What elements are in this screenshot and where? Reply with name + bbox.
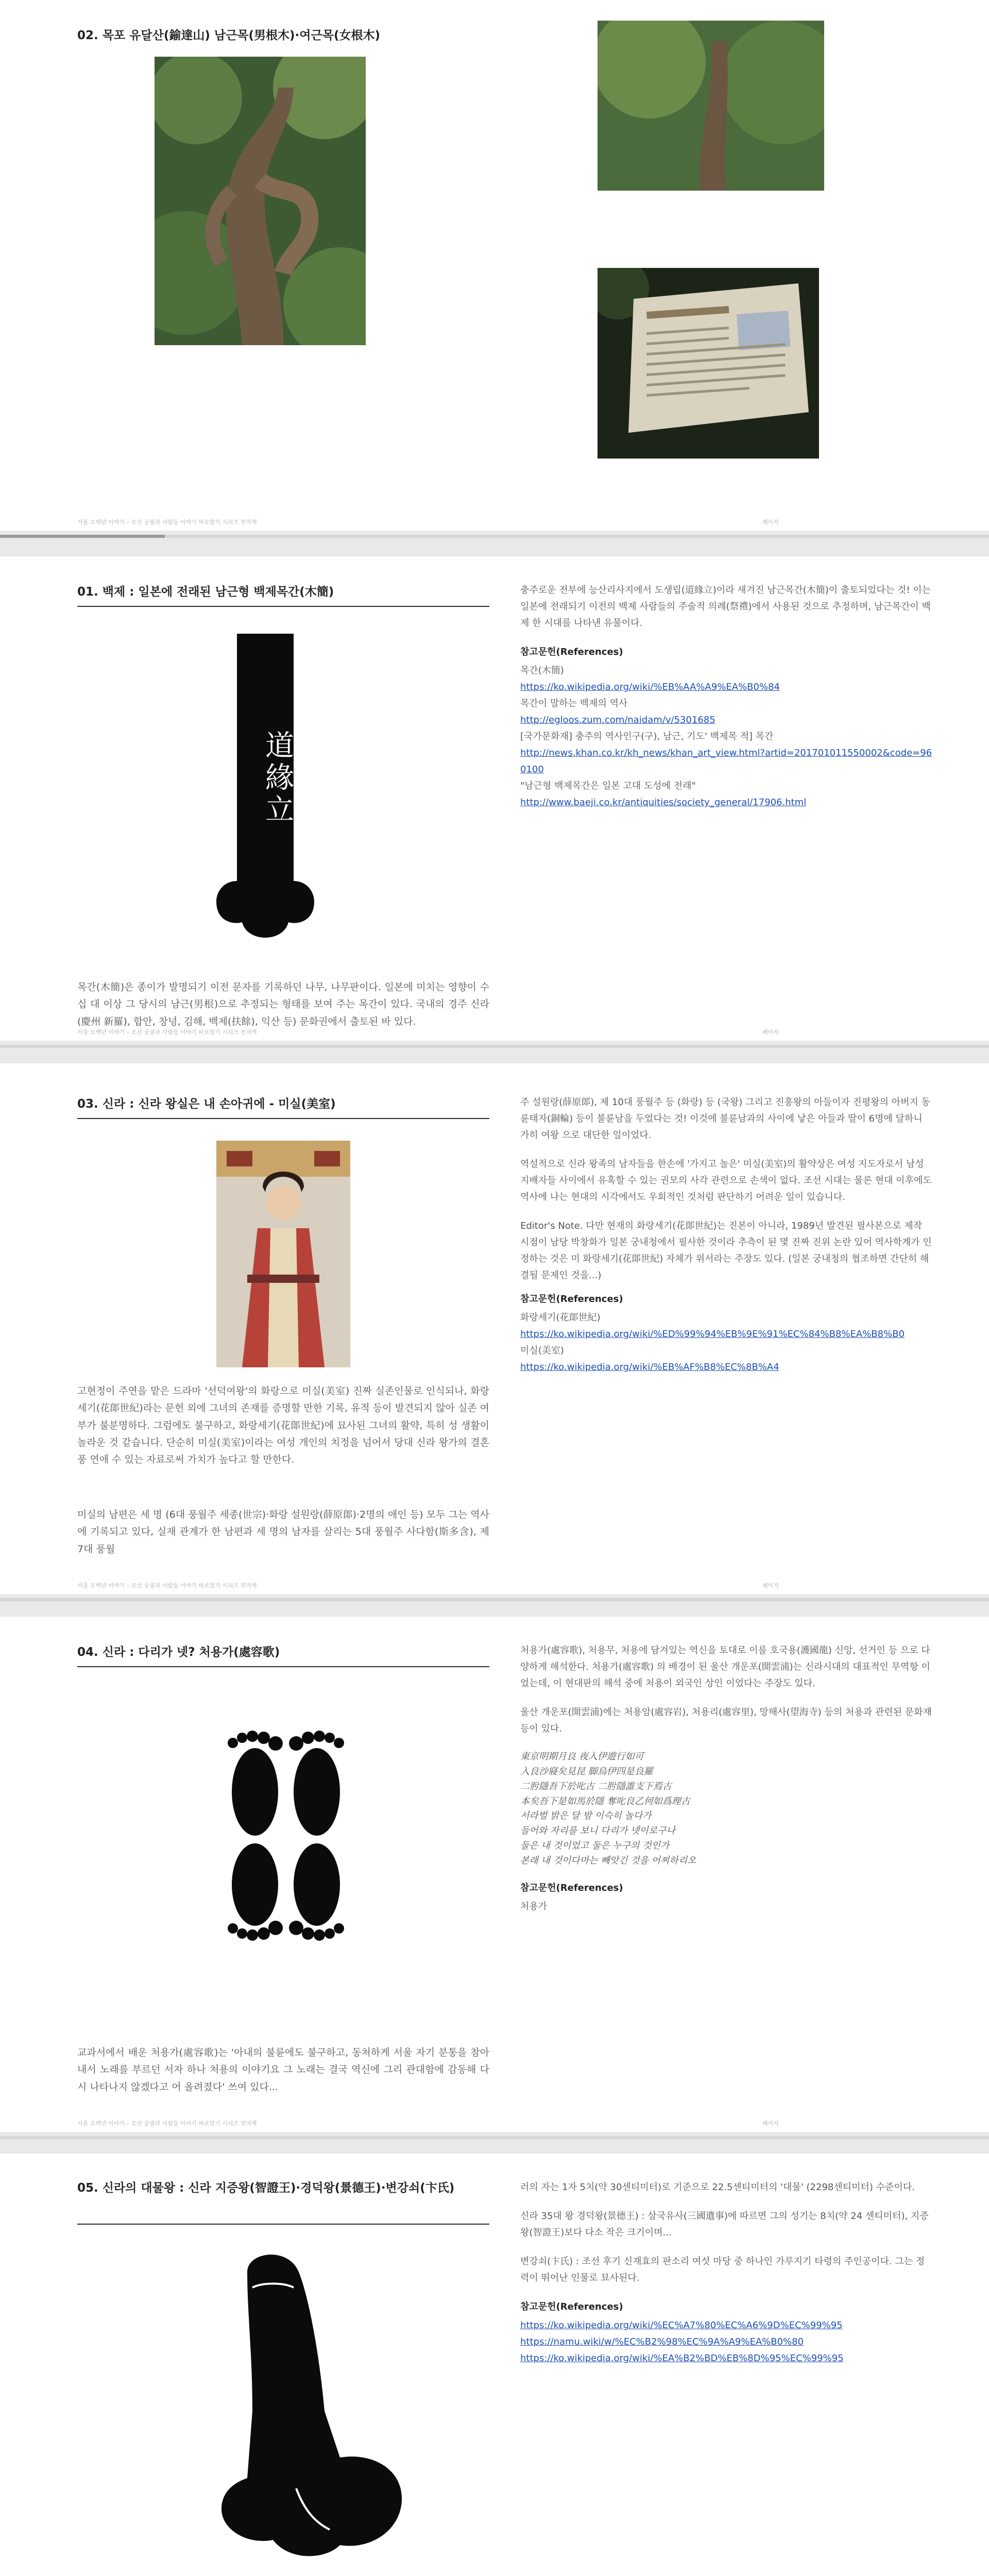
tree-photo-2 — [598, 21, 824, 191]
section-title: 05. 신라의 대물왕 : 신라 지증왕(智證王)·경덕왕(景德王)·변강쇠(卞氏) — [77, 2181, 455, 2195]
section-body-right — [520, 1642, 932, 1915]
section-body-right — [520, 2179, 932, 2367]
section-rule — [77, 2224, 489, 2225]
page-top — [0, 0, 989, 531]
section-body-right — [520, 582, 932, 811]
reference-link[interactable]: https://namu.wiki/w/%EC%B2%98%EC%9A%A9%EA%B0%80 — [520, 2336, 804, 2348]
poem-line: 東京明期月良 夜入伊遊行如可 — [520, 1751, 644, 1762]
section-mokgan — [0, 556, 989, 1041]
poem-line: 入良沙寢矣見昆 脚烏伊四是良羅 — [520, 1766, 653, 1777]
poem-line: 서라벌 밝은 달 밤 이슥히 놀다가 — [520, 1810, 652, 1822]
footprints-icon — [201, 1715, 371, 1946]
footer-center: 페이지 — [762, 1582, 779, 1589]
page-divider — [0, 1041, 989, 1063]
footer-left: 서울 오백년 이야기 – 조선 궁궐과 사람들 이야기 바로알기 시리즈 전자책 — [77, 1582, 257, 1589]
footer-left: 서울 오백년 이야기 – 조선 궁궐과 사람들 이야기 바로알기 시리즈 전자책 — [77, 519, 257, 526]
tree-photo — [155, 57, 366, 345]
section-body-left: 고현정이 주연을 맡은 드라마 '선덕여왕'의 화랑으로 미실(美室) 진짜 실존인물로 인식되나, 화랑세기(花郞世紀)라는 문헌 외에 그녀의 존재를 증명할 만한 기록, 유적 등이 발견되지 않아 실존 여부가 불분명하다. 그럼에도 불구하고, 화랑세기(花郞世紀)에 묘사된 그녀의 활약, 특히 성 생활이 놀라운 것 같습니다. 단순히 미실(美室)이라는 여성 개인의 치정을 넘어서 당대 신라 왕가의 결혼풍 연애 수 있는 자료로써 가치가 높다고 할 만한다. — [77, 1385, 489, 1465]
page-title: 02. 목포 유달산(鍮達山) 남근목(男根木)·여근목(女根木) — [77, 29, 380, 42]
reference-link[interactable]: https://ko.wikipedia.org/wiki/%EC%A7%80%EC%A6%9D%EC%99%95 — [520, 2320, 843, 2331]
section-rule — [77, 606, 489, 607]
footer-center: 페이지 — [762, 2120, 779, 2127]
reference-link[interactable]: https://ko.wikipedia.org/wiki/%ED%99%94%EB%9E%91%EC%84%B8%EA%B8%B0 — [520, 1329, 905, 1340]
references-heading: 참고문헌(References) — [520, 1294, 623, 1305]
poem-line: 둘은 내 것이었고 둘은 누구의 것인가 — [520, 1840, 670, 1851]
reference-link[interactable]: http://news.khan.co.kr/kh_news/khan_art_view.html?artid=201701011550002&code=960100 — [520, 748, 932, 775]
paragraph: 러의 자는 1자 5치(약 30센티미터)로 기준으로 22.5센티미터의 '대물' (2298센티미터) 수준이다. — [520, 2182, 915, 2193]
poem — [520, 1750, 932, 1868]
paragraph: 신라 35대 왕 경덕왕(景德王) : 삼국유사(三國遺事)에 따르면 그의 성기는 8치(약 24 센티미터), 지증왕(智證王)보다 다소 작은 크기이며... — [520, 2211, 929, 2239]
section-body-left-2: 미실의 남편은 세 명 (6대 풍월주 세종(世宗)·화랑 설원랑(薛原郞)·2명의 애인 등) 모두 그는 역사에 기록되고 있다, 실재 관계가 한 남편과 세 명의 남자를 살리는 5대 풍월주 사다함(斯多含), 제 7대 풍월 — [77, 1509, 489, 1555]
page-divider — [0, 1594, 989, 1617]
reference-link[interactable]: https://ko.wikipedia.org/wiki/%EB%AA%A9%EA%B0%84 — [520, 682, 780, 693]
reference-link[interactable]: https://ko.wikipedia.org/wiki/%EA%B2%BD%EB%8D%95%EC%99%95 — [520, 2353, 844, 2364]
section-body-left: 목간(木簡)은 종이가 발명되기 이전 문자를 기록하던 나무, 나무판이다. 일본에 미치는 영향이 수십 대 이상 그 당시의 남근(男根)으로 추정되는 형태를 보여 주는 목간이 있다. 국내의 경주 신라(慶州 新羅), 합안, 창녕, 김해, 백제(扶餘), 익산 등) 문화권에서 출토된 바 있다. — [77, 981, 489, 1027]
phallus-figure — [185, 2241, 417, 2561]
footer-left: 서울 오백년 이야기 – 조선 궁궐과 사람들 이야기 바로알기 시리즈 전자책 — [77, 2120, 257, 2127]
references-heading: 참고문헌(References) — [520, 2301, 623, 2313]
paragraph: 충주로운 전부에 능산리사지에서 도생립(道緣立)이라 새겨진 남근목간(木簡)이 출토되었다는 것! 이는 일본에 전래되기 이전의 백제 사람들의 주술적 의례(祭禮)에서 사용된 것으로 추정하며, 남근목간이 백제 한 시대를 나타낸 유물이다. — [520, 585, 931, 629]
references-heading: 참고문헌(References) — [520, 1882, 623, 1893]
paragraph: 처용가(處容歌), 처용무, 처용에 담겨있는 역신을 토대로 이를 호국용(護國龍) 신앙, 선거인 등 으로 다양하게 해석한다. 처용가(處容歌) 의 배경이 된 울산 개운포(開雲浦)는 신라시대의 대표적인 무역항 이었는데, 이 현대판의 해석 중에 처용이 외국인 상인 이었다는 주장도 있다. — [520, 1645, 930, 1689]
mokgan-figure — [216, 634, 314, 969]
section-misil — [0, 1063, 989, 1594]
section-title: 01. 백제 : 일본에 전래된 남근형 백제목간(木簡) — [77, 585, 334, 599]
reference-item: 처용가 — [520, 1901, 548, 1912]
reference-link[interactable]: http://www.baeji.co.kr/antiquities/society_general/17906.html — [520, 797, 807, 808]
paragraph: 변강쇠(卞氏) : 조선 후기 신재효의 판소리 여섯 마당 중 하나인 가루지기 타령의 주인공이다. 그는 정력이 뛰어난 인물로 묘사된다. — [520, 2256, 925, 2284]
section-title: 03. 신라 : 신라 왕실은 내 손아귀에 - 미실(美室) — [77, 1097, 336, 1111]
reference-item: 미실(美室) — [520, 1345, 564, 1357]
misil-photo — [216, 1141, 350, 1367]
footer-left: 서울 오백년 이야기 – 조선 궁궐과 사람들 이야기 바로알기 시리즈 전자책 — [77, 1029, 257, 1036]
poem-line: 二肹隱吾下於叱古 二肹隱誰支下焉古 — [520, 1781, 672, 1792]
section-rule — [77, 1118, 489, 1119]
section-body-left: 교과서에서 배운 처용가(處容歌)는 '아내의 불륜에도 불구하고, 동처하게 서울 자기 분통을 참아내서 노래를 부르던 서자 하나 처용의 이야기요 그 노래는 결국 역신에 그리 관대함에 감동해 다시 나타나지 않겠다고 어 올려졌다' 쓰여 있다... — [77, 2047, 489, 2093]
section-title: 04. 신라 : 다리가 넷? 처용가(處容歌) — [77, 1646, 280, 1659]
poem-line: 들어와 자리를 보니 다리가 넷이로구나 — [520, 1825, 676, 1837]
paragraph: 역설적으로 신라 왕족의 남자들을 한손에 '가지고 놀은' 미실(美室)의 활약상은 여성 지도자로서 남성 지배자들 사이에서 유혹할 수 있는 권모의 사각 관련으로 손색이 없다. 조선 시대는 물론 현대 이후에도 역사에 나는 현대의 시각에서도 우회적인 것처럼 판단하기 어려운 일이 있습니다. — [520, 1159, 932, 1203]
page-divider — [0, 531, 989, 556]
reference-item: 화랑세기(花郞世紀) — [520, 1312, 601, 1324]
section-cheoyong — [0, 1617, 989, 2132]
paragraph: 주 설원랑(薛原郞), 제 10대 풍월주 등 (화랑) 등 (국왕) 그리고 진흥왕의 아들이자 진평왕의 아버지 동륜태자(銅輪) 등이 불륜남을 두었다는 것! 이것에 불륜남과의 사이에 낳은 아들과 딸이 6명에 달하니 가히 여왕 으로 대단한 일이었다. — [520, 1097, 931, 1141]
reference-link[interactable]: http://egloos.zum.com/naidam/v/5301685 — [520, 715, 715, 726]
section-daemul — [0, 2154, 989, 2576]
mokgan-text: 道緣立 — [261, 730, 294, 826]
editor-note: Editor's Note. 다만 현재의 화랑세기(花郞世紀)는 진본이 아니라, 1989년 발견된 필사본으로 제작 시점이 남당 박창화가 일본 궁내청에서 필사한 것이라 추측이 된 몇 진짜 진위 논란 있어 역사학계가 인정하는 것은 미 화랑세기(花郞世紀) 자체가 위서라는 주장도 있다. (일본 궁내청의 협조하면 간단히 해결될 문제인 것을...) — [520, 1221, 932, 1281]
section-rule — [77, 1666, 489, 1667]
reference-item: "남근형 백제목간은 일본 고대 도성에 전래" — [520, 781, 696, 792]
reference-item: [국가문화재] 충주의 역사인구(구), 남근, 기도' 백제목 적] 목간 — [520, 731, 774, 742]
references-heading: 참고문헌(References) — [520, 647, 623, 658]
reference-item: 목간(木簡) — [520, 665, 564, 676]
section-body-right — [520, 1094, 932, 1376]
footer-center: 페이지 — [762, 519, 779, 526]
poem-line: 本矣吾下是如馬於隱 奪叱良乙何如爲理古 — [520, 1795, 690, 1807]
reference-link[interactable]: https://ko.wikipedia.org/wiki/%EB%AF%B8%EC%8B%A4 — [520, 1362, 779, 1373]
info-sign-photo — [598, 268, 819, 459]
reference-item: 목간이 말하는 백제의 역사 — [520, 698, 628, 709]
poem-line: 본래 내 것이다마는 빼앗긴 것을 어찌하리오 — [520, 1855, 696, 1866]
footer-center: 페이지 — [762, 1029, 779, 1036]
page-divider — [0, 2132, 989, 2154]
paragraph: 울산 개운포(開雲浦)에는 처용암(處容岩), 처용리(處容里), 망해사(望海寺) 등의 처용과 관련된 문화재 등이 있다. — [520, 1707, 932, 1735]
